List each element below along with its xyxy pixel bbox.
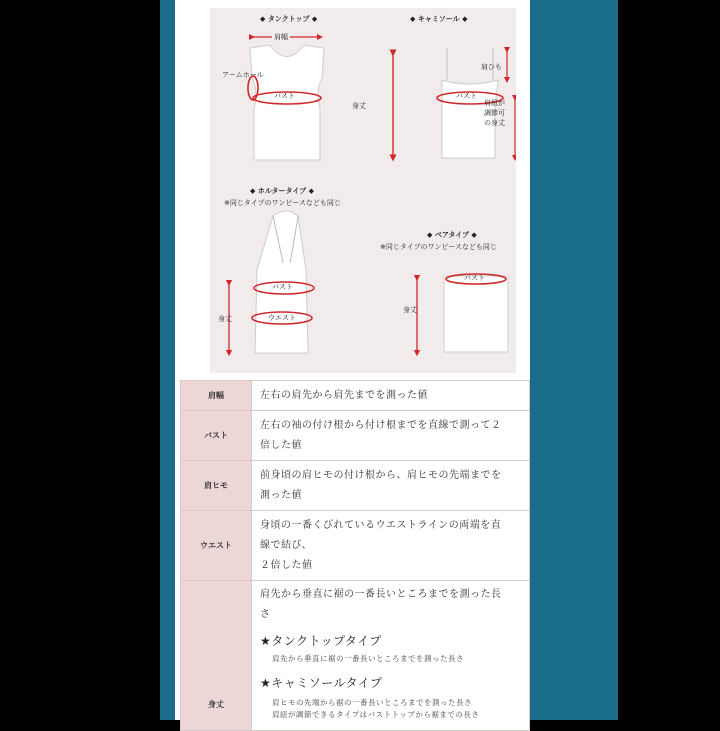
left-teal-border — [160, 0, 175, 720]
bare-shape — [444, 276, 508, 352]
right-teal-border — [530, 0, 618, 720]
cami-bust-label: バスト — [456, 92, 477, 100]
row-text: さ — [260, 609, 271, 620]
tank-shoulder-label: 肩幅 — [274, 33, 288, 41]
cami-strap-label: 肩ひも — [481, 63, 502, 71]
table-row — [181, 461, 530, 511]
row-text: 前身頃の肩ヒモの付け根から、肩ヒモの先端までを — [260, 469, 502, 481]
cami-adjust-2: 調節可 — [484, 109, 505, 117]
sub-section-title: ★キャミソールタイプ — [260, 676, 383, 690]
table-row — [181, 381, 530, 411]
row-value — [252, 581, 530, 731]
row-header: 身丈 — [181, 581, 252, 731]
row-text: ２倍した値 — [260, 559, 313, 571]
halter-note: ※同じタイプのワンピースなども同じ — [224, 199, 341, 207]
cami-adjust-1: 肩紐が — [484, 99, 505, 107]
row-header: 肩幅 — [181, 381, 252, 411]
row-header: バスト — [181, 411, 252, 461]
halter-waist-label: ウエスト — [268, 314, 296, 322]
row-text: 身頃の一番くびれているウエストラインの両端を直 — [260, 519, 502, 531]
row-text: 肩先から垂直に裾の一番長いところまでを測った長 — [260, 589, 502, 600]
row-text: 測った値 — [260, 489, 302, 501]
row-text: 線で結び、 — [260, 539, 313, 551]
table-row — [181, 581, 530, 731]
sub-section-title: ★タンクトップタイプ — [260, 634, 382, 648]
row-header: 肩ヒモ — [181, 461, 252, 511]
tank-title: ◆ タンクトップ ◆ — [260, 15, 318, 23]
row-value — [252, 381, 530, 411]
row-value — [252, 411, 530, 461]
row-value — [252, 511, 530, 581]
halter-length-label: 身丈 — [218, 315, 232, 323]
sub-section-note: 肩ヒモの先端から裾の一番長いところまでを測った長さ — [272, 698, 472, 707]
tank-armhole-label: アームホール — [222, 71, 264, 79]
cami-title: ◆ キャミソール ◆ — [410, 15, 468, 23]
row-header: ウエスト — [181, 511, 252, 581]
tank-bust-label: バスト — [274, 92, 295, 100]
row-text: 左右の袖の付け根から付け根までを直線で測って２ — [260, 419, 502, 431]
row-value — [252, 461, 530, 511]
row-text: 左右の肩先から肩先までを測った値 — [260, 389, 428, 401]
bare-note: ※同じタイプのワンピースなども同じ — [380, 243, 497, 251]
cami-adjust-3: の身丈 — [484, 119, 505, 127]
tank-length-label: 身丈 — [352, 102, 366, 110]
measurement-diagram — [210, 8, 516, 373]
bare-length-label: 身丈 — [403, 306, 417, 314]
table-row — [181, 511, 530, 581]
row-text: 倍した値 — [260, 439, 302, 451]
halter-bust-label: バスト — [272, 283, 293, 291]
size-guide-page — [175, 0, 530, 720]
measurement-table — [180, 380, 530, 731]
halter-title: ◆ ホルタータイプ ◆ — [250, 187, 315, 195]
sub-section-note: 肩紐が調節できるタイプはバストトップから裾までの長さ — [272, 710, 480, 719]
sub-section-note: 肩先から垂直に裾の一番長いところまでを測った長さ — [272, 654, 464, 663]
table-row — [181, 411, 530, 461]
bare-title: ◆ ベアタイプ ◆ — [427, 231, 477, 239]
bare-bust-label: バスト — [464, 274, 485, 282]
